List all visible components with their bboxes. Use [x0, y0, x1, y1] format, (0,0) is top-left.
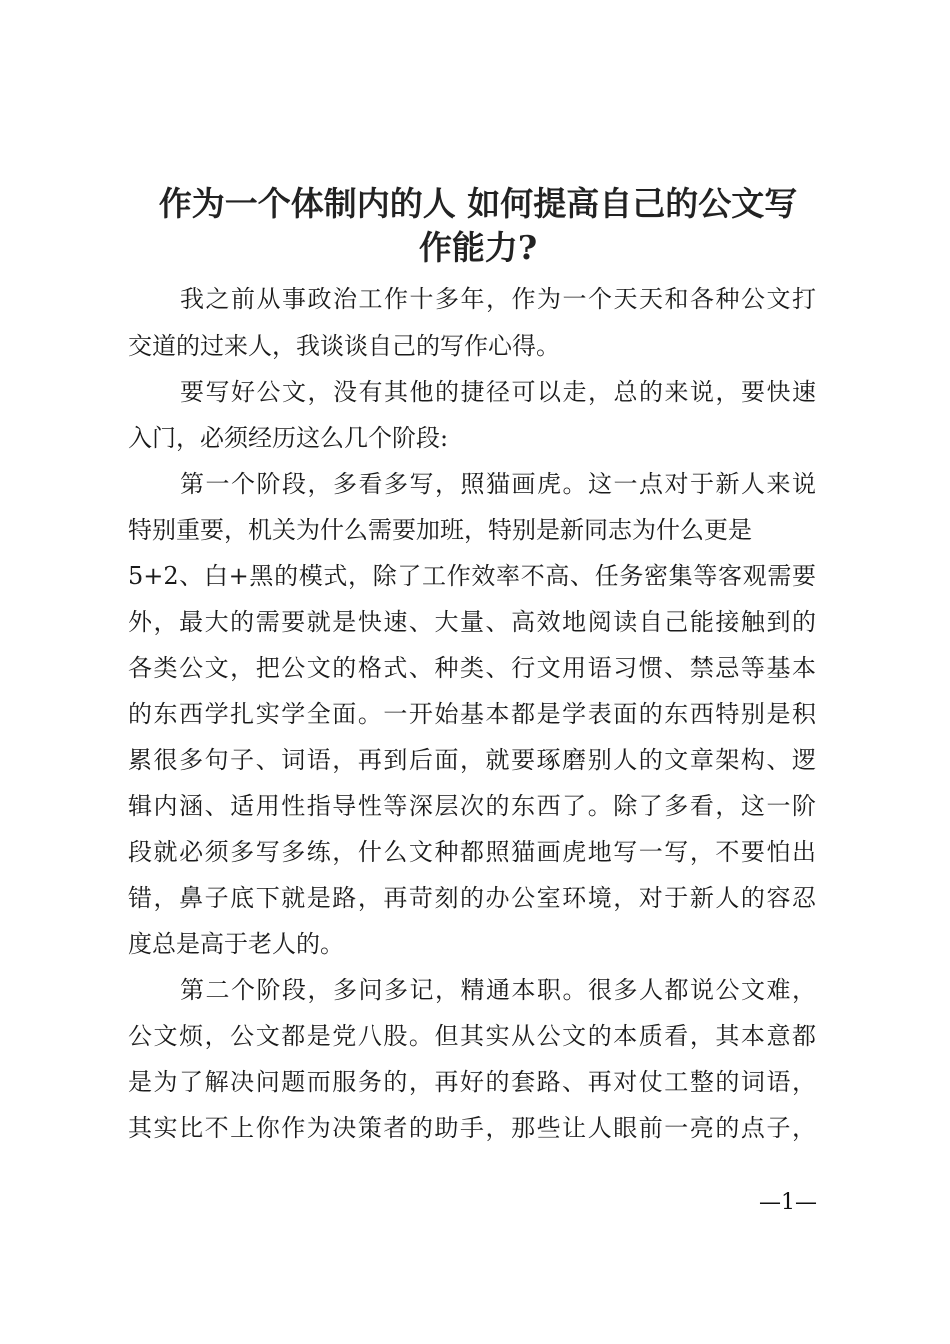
text-line: 交道的过来人，我谈谈自己的写作心得。: [128, 332, 560, 360]
text-line: 是为了解决问题而服务的，再好的套路、再对仗工整的词语，: [128, 1068, 816, 1096]
text-line: 第二个阶段，多问多记，精通本职。很多人都说公文难，: [180, 976, 816, 1004]
text-line: 公文烦，公文都是党八股。但其实从公文的本质看，其本意都: [128, 1022, 816, 1050]
text-line: 5+2、白+黑的模式，除了工作效率不高、任务密集等客观需要: [128, 562, 816, 590]
document-title-line-1: 作为一个体制内的人 如何提高自己的公文写: [158, 184, 798, 223]
text-line: 各类公文，把公文的格式、种类、行文用语习惯、禁忌等基本: [128, 654, 816, 682]
document-title-line-2: 作能力?: [418, 228, 538, 267]
text-line: 的东西学扎实学全面。一开始基本都是学表面的东西特别是积: [128, 700, 816, 728]
text-line: 要写好公文，没有其他的捷径可以走，总的来说，要快速: [180, 378, 816, 406]
text-line: 错，鼻子底下就是路，再苛刻的办公室环境，对于新人的容忍: [128, 884, 816, 912]
text-line: 其实比不上你作为决策者的助手，那些让人眼前一亮的点子，: [128, 1114, 816, 1142]
text-line: 入门，必须经历这么几个阶段:: [128, 424, 449, 452]
text-line: 段就必须多写多练，什么文种都照猫画虎地写一写，不要怕出: [128, 838, 816, 866]
text-line: 我之前从事政治工作十多年，作为一个天天和各种公文打: [180, 285, 816, 313]
text-line: 特别重要，机关为什么需要加班，特别是新同志为什么更是: [128, 516, 752, 544]
text-line: 第一个阶段，多看多写，照猫画虎。这一点对于新人来说: [180, 470, 816, 498]
text-line: 度总是高于老人的。: [128, 930, 344, 958]
text-line: 外，最大的需要就是快速、大量、高效地阅读自己能接触到的: [128, 608, 816, 636]
text-line: 辑内涵、适用性指导性等深层次的东西了。除了多看，这一阶: [128, 792, 816, 820]
page-number: —1—: [759, 1190, 817, 1215]
text-line: 累很多句子、词语，再到后面，就要琢磨别人的文章架构、逻: [128, 746, 816, 774]
